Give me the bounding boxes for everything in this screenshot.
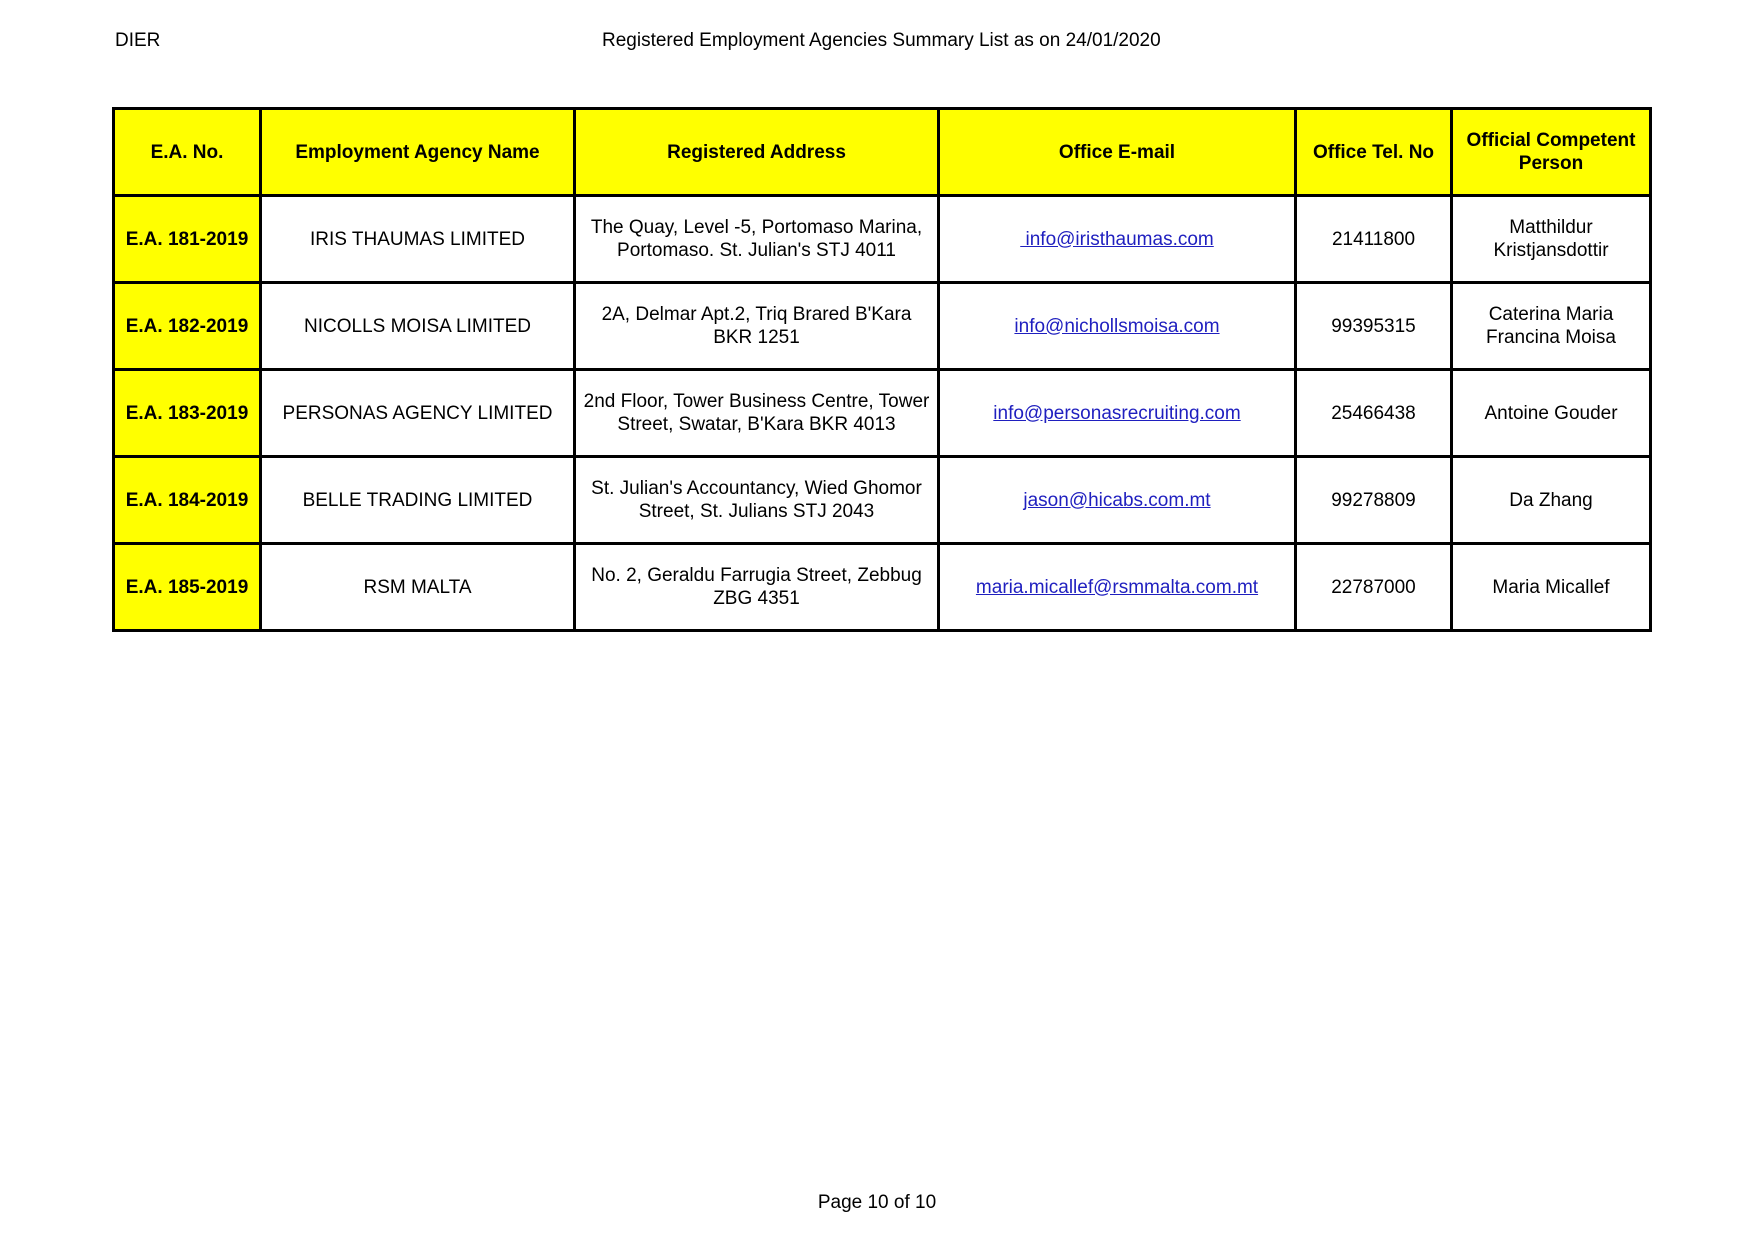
column-header-agency-name: Employment Agency Name xyxy=(261,109,575,196)
column-header-ea-no: E.A. No. xyxy=(114,109,261,196)
address-cell: No. 2, Geraldu Farrugia Street, Zebbug ZBG 4351 xyxy=(575,544,939,631)
agency-name-cell: NICOLLS MOISA LIMITED xyxy=(261,283,575,370)
email-link[interactable]: info@iristhaumas.com xyxy=(1020,228,1214,250)
table-row xyxy=(114,283,1651,370)
table-row xyxy=(114,196,1651,283)
tel-cell: 99278809 xyxy=(1296,457,1452,544)
email-link[interactable]: jason@hicabs.com.mt xyxy=(1023,489,1211,511)
email-cell xyxy=(939,196,1296,283)
email-cell xyxy=(939,544,1296,631)
agency-name-cell: RSM MALTA xyxy=(261,544,575,631)
column-header-office-email: Office E-mail xyxy=(939,109,1296,196)
person-cell: Maria Micallef xyxy=(1452,544,1651,631)
document-title: Registered Employment Agencies Summary List as on 24/01/2020 xyxy=(602,30,1161,51)
tel-cell: 22787000 xyxy=(1296,544,1452,631)
email-cell xyxy=(939,457,1296,544)
ea-number-cell: E.A. 182-2019 xyxy=(114,283,261,370)
column-header-competent-person: Official Competent Person xyxy=(1452,109,1651,196)
table-header-row xyxy=(114,109,1651,196)
email-cell xyxy=(939,283,1296,370)
column-header-registered-address: Registered Address xyxy=(575,109,939,196)
address-cell: The Quay, Level -5, Portomaso Marina, Portomaso. St. Julian's STJ 4011 xyxy=(575,196,939,283)
agency-name-cell: IRIS THAUMAS LIMITED xyxy=(261,196,575,283)
department-label: DIER xyxy=(115,30,161,51)
address-cell: 2nd Floor, Tower Business Centre, Tower Street, Swatar, B'Kara BKR 4013 xyxy=(575,370,939,457)
tel-cell: 99395315 xyxy=(1296,283,1452,370)
agency-name-cell: BELLE TRADING LIMITED xyxy=(261,457,575,544)
table-row xyxy=(114,544,1651,631)
email-link[interactable]: maria.micallef@rsmmalta.com.mt xyxy=(975,576,1259,598)
agencies-table xyxy=(112,107,1652,632)
email-link[interactable]: info@nichollsmoisa.com xyxy=(1014,315,1220,337)
person-cell: Caterina Maria Francina Moisa xyxy=(1452,283,1651,370)
ea-number-cell: E.A. 181-2019 xyxy=(114,196,261,283)
page-number: Page 10 of 10 xyxy=(817,1192,937,1213)
email-link[interactable]: info@personasrecruiting.com xyxy=(993,402,1241,424)
person-cell: Matthildur Kristjansdottir xyxy=(1452,196,1651,283)
ea-number-cell: E.A. 183-2019 xyxy=(114,370,261,457)
tel-cell: 25466438 xyxy=(1296,370,1452,457)
email-cell xyxy=(939,370,1296,457)
person-cell: Da Zhang xyxy=(1452,457,1651,544)
agency-name-cell: PERSONAS AGENCY LIMITED xyxy=(261,370,575,457)
table-row xyxy=(114,457,1651,544)
person-cell: Antoine Gouder xyxy=(1452,370,1651,457)
address-cell: St. Julian's Accountancy, Wied Ghomor Street, St. Julians STJ 2043 xyxy=(575,457,939,544)
ea-number-cell: E.A. 185-2019 xyxy=(114,544,261,631)
column-header-office-tel: Office Tel. No xyxy=(1296,109,1452,196)
address-cell: 2A, Delmar Apt.2, Triq Brared B'Kara BKR 1251 xyxy=(575,283,939,370)
ea-number-cell: E.A. 184-2019 xyxy=(114,457,261,544)
tel-cell: 21411800 xyxy=(1296,196,1452,283)
table-row xyxy=(114,370,1651,457)
